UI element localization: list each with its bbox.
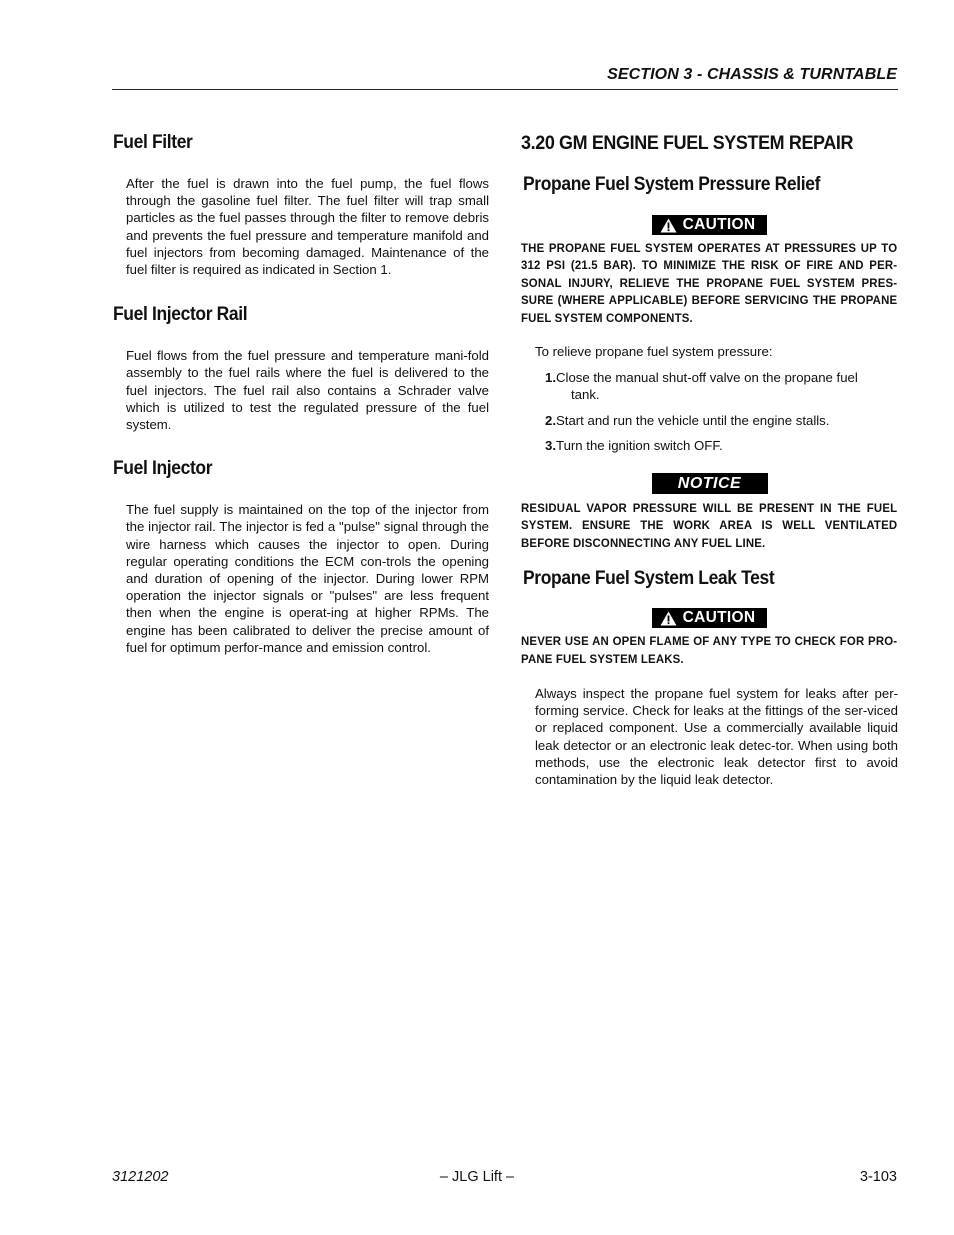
fuel-injector-rail-body: Fuel flows from the fuel pressure and temperature mani-fold assembly to the fuel rails where the fuel is delivered to the fuel injectors. The fuel rail also contains a Schrader valve which is utilized to test the regulated pressure of the fuel system. — [126, 348, 489, 433]
footer-doc-number: 3121202 — [112, 1169, 169, 1185]
caution-label: CAUTION — [682, 216, 756, 233]
step-3: 3.Turn the ignition switch OFF. — [545, 437, 723, 453]
steps-list — [521, 369, 898, 454]
caution-text-2: NEVER USE AN OPEN FLAME OF ANY TYPE TO CHECK FOR PRO-PANE FUEL SYSTEM LEAKS. — [521, 634, 898, 666]
footer-page-number: 3-103 — [859, 1169, 897, 1185]
step-1: 1.Close the manual shut-off valve on the propane fuel — [545, 370, 858, 386]
caution-label: CAUTION — [682, 609, 756, 627]
fuel-filter-body: After the fuel is drawn into the fuel pump, the fuel flows through the gasoline fuel filter. The fuel filter will trap small particles as the fuel passes through the filter to remove debris and prevents the fuel pressure and temperature manifold and fuel injectors from becoming damaged. Maintenance of the fuel filter is required as indicated in Section 1. — [126, 176, 489, 278]
left-column — [113, 132, 489, 656]
notice-banner — [521, 473, 898, 494]
notice-text: RESIDUAL VAPOR PRESSURE WILL BE PRESENT IN THE FUEL SYSTEM. ENSURE THE WORK AREA IS WELL VENTILATED BEFORE DISCONNECTING ANY FUEL LINE. — [521, 501, 898, 550]
pressure-relief-heading: Propane Fuel System Pressure Relief — [523, 174, 821, 195]
warning-triangle-icon — [660, 218, 677, 233]
leak-test-body: Always inspect the propane fuel system for leaks after per-forming service. Check for leaks at the fittings of the ser-viced or replaced component. Use a commercially available liquid leak detector or an electronic leak detec-tor. When using both methods, use the electronic leak detector first to avoid contamination by the liquid leak detector. — [535, 686, 898, 788]
right-column — [521, 132, 898, 788]
caution-banner-2 — [521, 608, 898, 628]
warning-triangle-icon — [660, 611, 677, 626]
section-title: 3.20 GM ENGINE FUEL SYSTEM REPAIR — [521, 132, 854, 154]
caution-text-1: THE PROPANE FUEL SYSTEM OPERATES AT PRESSURES UP TO 312 PSI (21.5 BAR). TO MINIMIZE THE RISK OF FIRE AND PER-SONAL INJURY, RELIEVE THE PROPANE FUEL SYSTEM PRES-SURE (WHERE APPLICABLE) BEFORE SERVICING THE PROPANE FUEL SYSTEM COMPONENTS. — [521, 241, 898, 325]
header-rule — [112, 89, 898, 90]
fuel-injector-heading: Fuel Injector — [113, 458, 213, 480]
footer-brand: – JLG Lift – — [439, 1169, 515, 1185]
notice-label: NOTICE — [652, 473, 768, 494]
section-header: SECTION 3 - CHASSIS & TURNTABLE — [607, 66, 897, 83]
fuel-filter-heading: Fuel Filter — [113, 132, 193, 153]
caution-banner-1 — [521, 215, 898, 235]
fuel-injector-rail-heading: Fuel Injector Rail — [113, 304, 248, 326]
step-1-continued: tank. — [571, 387, 600, 403]
leak-test-heading: Propane Fuel System Leak Test — [523, 568, 775, 590]
step-2: 2.Start and run the vehicle until the engine stalls. — [545, 412, 830, 428]
relieve-intro: To relieve propane fuel system pressure: — [535, 344, 773, 360]
fuel-injector-body: The fuel supply is maintained on the top of the injector from the injector rail. The injector is fed a "pulse" signal through the wire harness which causes the injector to open. During regular operating conditions the ECM con-trols the opening and duration of opening of the injector. During lower RPM operation the injector signals or "pulses" are less frequent then when the engine is operat-ing at higher RPMs. The engine has been calibrated to deliver the precise amount of fuel for optimum perfor-mance and emission control. — [126, 502, 489, 655]
